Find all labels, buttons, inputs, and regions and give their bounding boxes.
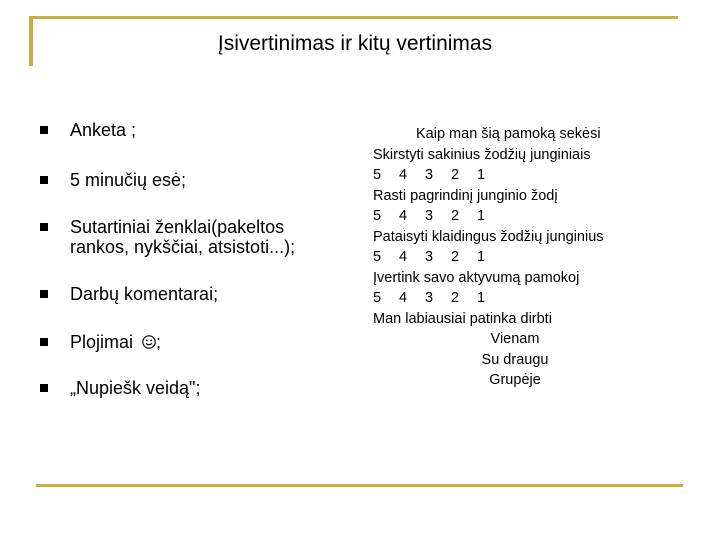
scale-value: 5 [373,167,382,183]
slide-title: Įsivertinimas ir kitų vertinimas [217,32,493,55]
bullet-text: Darbų komentarai; [70,284,219,304]
rating-scale [360,247,660,268]
rating-scale [360,288,660,309]
scale-value: 5 [373,208,382,224]
scale-value: 2 [451,249,460,265]
scale-value: 2 [451,208,460,224]
survey-question: Skirstyti sakinius žodžių junginiais [373,146,591,163]
frame-left-rule [29,18,33,66]
scale-value: 1 [477,167,486,183]
bullet-square-icon [40,223,48,231]
scale-value: 3 [425,290,434,306]
scale-value: 5 [373,290,382,306]
bullet-item [40,217,360,257]
bullet-square-icon [40,338,48,346]
scale-value: 4 [399,290,408,306]
scale-value: 2 [451,167,460,183]
survey-question: Pataisyti klaidingus žodžių junginius [373,228,604,245]
bullet-item [40,170,360,190]
bullet-item [40,120,360,140]
bullet-text: 5 minučių esė; [70,170,187,190]
survey-option: Su draugu [481,351,549,368]
scale-value: 3 [425,167,434,183]
bullet-square-icon [40,176,48,184]
bullet-item [40,284,360,304]
bullet-text-part: Plojimai [70,332,139,352]
frame-top-rule [29,16,678,19]
bullet-item [40,332,360,352]
scale-value: 5 [373,249,382,265]
scale-value: 1 [477,290,486,306]
bullet-text-line: rankos, nykščiai, atsistoti...); [70,237,296,257]
bullet-text-line: Sutartiniai ženklai(pakeltos [70,217,285,237]
rating-scale [360,206,660,227]
scale-value: 3 [425,208,434,224]
survey-option: Grupėje [489,372,541,388]
survey-question: Rasti pagrindinį junginio žodį [373,187,558,204]
self-assessment-survey [360,124,660,391]
bullet-square-icon [40,290,48,298]
scale-value: 4 [399,208,408,224]
frame-bottom-rule [36,484,683,487]
bullet-text: Anketa ; [70,120,137,140]
bullet-text: „Nupiešk veidą"; [70,378,201,398]
bullet-text-part: ; [156,332,162,352]
smiley-icon [142,335,156,349]
bullet-text [70,332,161,352]
scale-value: 4 [399,167,408,183]
scale-value: 1 [477,208,486,224]
survey-question: Įvertink savo aktyvumą pamokoj [373,269,580,286]
bullet-item [40,378,360,398]
scale-value: 2 [451,290,460,306]
scale-value: 1 [477,249,486,265]
scale-value: 3 [425,249,434,265]
scale-value: 4 [399,249,408,265]
bullet-square-icon [40,384,48,392]
survey-question: Man labiausiai patinka dirbti [373,310,552,327]
bullet-square-icon [40,126,48,134]
bullet-text [70,217,295,257]
survey-option: Vienam [490,331,540,347]
survey-heading: Kaip man šią pamoką sekėsi [416,126,601,142]
rating-scale [360,165,660,186]
